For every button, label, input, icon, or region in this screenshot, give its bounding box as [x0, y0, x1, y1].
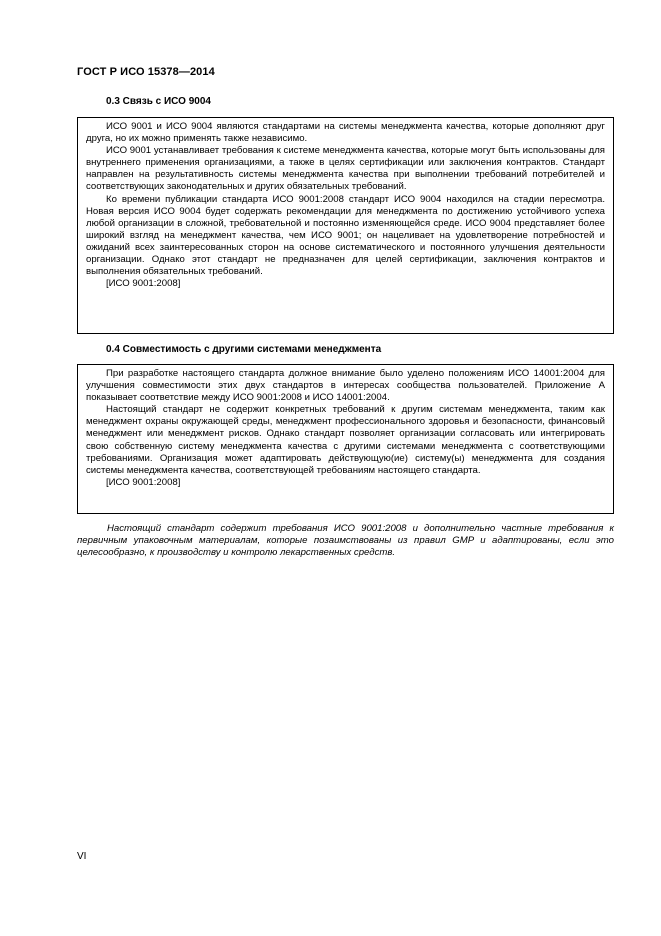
paragraph: При разработке настоящего стандарта должное внимание было уделено положениям ИСО 14001:2004 для улучшения совместимости этих двух стандартов в интересах сообщества пользователей. Приложение А показывает соответствие между ИСО 9001:2008 и ИСО 14001:2004. — [86, 368, 605, 404]
paragraph: ИСО 9001 и ИСО 9004 являются стандартами на системы менеджмента качества, которые дополняют друг друга, но их можно применять также независимо. — [86, 121, 605, 145]
section-heading-0-4: 0.4 Совместимость с другими системами менеджмента — [106, 344, 382, 355]
page-number: VI — [77, 851, 87, 862]
paragraph: Ко времени публикации стандарта ИСО 9001:2008 стандарт ИСО 9004 находился на стадии пересмотра. Новая версия ИСО 9004 будет содержать рекомендации для менеджмента по достижению устойчивого успеха любой организации в сложной, требовательной и постоянно изменяющейся среде. ИСО 9004 представляет более широкий взгляд на менеджмент качества, чем ИСО 9001; он нацеливает на удовлетворение потребностей и ожиданий всех заинтересованных сторон на основе систематического и постоянного улучшения деятельности организации. Однако этот стандарт не предназначен для целей сертификации, заключения контрактов и выполнения обязательных требований. — [86, 193, 605, 278]
paragraph: Настоящий стандарт не содержит конкретных требований к другим системам менеджмента, таким как менеджмент охраны окружающей среды, менеджмент профессионального здоровья и безопасности, финансовый менеджмент или менеджмент рисков. Однако стандарт позволяет организации согласовать или интегрировать свою собственную систему менеджмента качества с другими системами менеджмента с соответствующими требованиями. Организация может адаптировать действующую(ие) систему(ы) менеджмента для создания системы менеджмента качества, соответствующей требованиям настоящего стандарта. — [86, 404, 605, 476]
section-heading-0-3: 0.3 Связь с ИСО 9004 — [106, 96, 211, 107]
document-header: ГОСТ Р ИСО 15378—2014 — [77, 66, 215, 78]
note-text — [77, 523, 614, 559]
reference: [ИСО 9001:2008] — [106, 278, 181, 290]
quote-box-0-4 — [77, 364, 614, 514]
quote-box-0-3 — [77, 117, 614, 334]
note-paragraph: Настоящий стандарт содержит требования ИСО 9001:2008 и дополнительно частные требования к первичным упаковочным материалам, которые позаимствованы из правил GMP и адаптированы, если это целесообразно, к производству и контролю лекарственных средств. — [77, 523, 614, 559]
reference: [ИСО 9001:2008] — [106, 476, 181, 488]
paragraph: ИСО 9001 устанавливает требования к системе менеджмента качества, которые могут быть использованы для внутреннего применения организациями, а также в целях сертификации или заключения контрактов. Стандарт направлен на результативность системы менеджмента качества при выполнении требований потребителей и соответствующих законодательных и других обязательных требований. — [86, 145, 605, 193]
